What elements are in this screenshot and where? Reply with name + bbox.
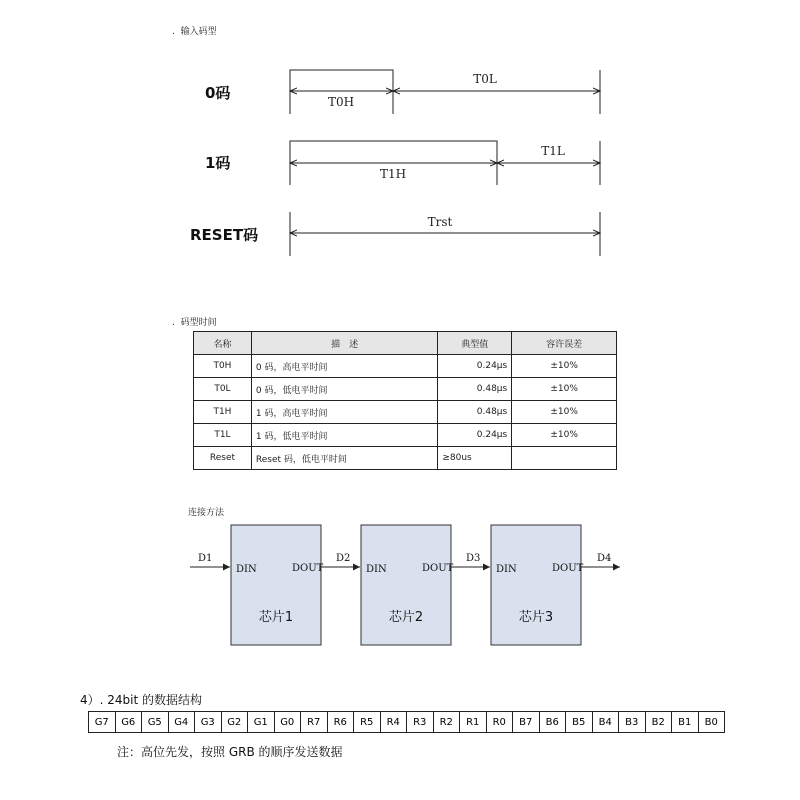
bit-cell: G4 [168, 712, 195, 733]
chip-1-box [231, 525, 321, 645]
header-typical: 典型值 [438, 332, 512, 355]
bit-cell: R7 [301, 712, 328, 733]
chip-2-name: 芯片2 [388, 610, 424, 625]
bit-cell: R6 [327, 712, 354, 733]
bit-cell: G0 [274, 712, 301, 733]
bit-cell: R3 [407, 712, 434, 733]
table-row [194, 378, 617, 401]
chip-3-box [491, 525, 581, 645]
cell-tolerance: ±10% [512, 355, 617, 378]
label-reset-code: RESET码 [190, 226, 259, 244]
t0l-label: T0L [473, 72, 497, 86]
cell-name: T0L [194, 378, 252, 401]
waveform-diagram [0, 0, 800, 300]
data-structure-note: 注：高位先发，按照 GRB 的顺序发送数据 [117, 745, 343, 759]
reset-code-waveform [290, 212, 600, 256]
cell-name: T1L [194, 424, 252, 447]
bit-cell: R4 [380, 712, 407, 733]
signal-d4: D4 [597, 553, 612, 564]
bit-cell: B6 [539, 712, 566, 733]
timing-table [193, 331, 617, 470]
cell-typical: 0.48μs [438, 401, 512, 424]
bit-cell: R0 [486, 712, 513, 733]
cell-description: 1 码，高电平时间 [251, 401, 437, 424]
bit-structure-table [88, 711, 725, 733]
chip-2-box [361, 525, 451, 645]
t0h-label: T0H [327, 95, 355, 109]
one-code-waveform [290, 141, 600, 185]
signal-d2: D2 [336, 553, 351, 564]
cell-name: T1H [194, 401, 252, 424]
header-tolerance: 容许误差 [512, 332, 617, 355]
t1l-label: T1L [541, 144, 565, 158]
bit-cell: B4 [592, 712, 619, 733]
cell-tolerance: ±10% [512, 424, 617, 447]
table-row [194, 447, 617, 470]
connection-diagram [0, 515, 800, 655]
table-row [194, 401, 617, 424]
label-one-code: 1码 [205, 154, 231, 172]
bit-cell: G2 [221, 712, 248, 733]
cell-tolerance: ±10% [512, 378, 617, 401]
signal-d1: D1 [198, 553, 213, 564]
bit-cell: B3 [619, 712, 646, 733]
table-row [194, 355, 617, 378]
bit-cell: B5 [566, 712, 593, 733]
bit-cell: R1 [460, 712, 487, 733]
cell-description: 0 码，高电平时间 [251, 355, 437, 378]
bit-cell: R5 [354, 712, 381, 733]
chip-3-dout: DOUT [552, 563, 584, 574]
t1h-label: T1H [379, 167, 407, 181]
cell-description: 0 码，低电平时间 [251, 378, 437, 401]
bit-cell: G5 [142, 712, 169, 733]
chip-1-name: 芯片1 [258, 610, 294, 625]
bullet-dot: . [172, 27, 181, 37]
label-zero-code: 0码 [205, 84, 231, 102]
trst-label: Trst [427, 215, 453, 229]
cell-name: T0H [194, 355, 252, 378]
bit-cell: B0 [698, 712, 725, 733]
cell-typical: 0.24μs [438, 424, 512, 447]
cell-typical: 0.24μs [438, 355, 512, 378]
chip-3-din: DIN [496, 564, 517, 575]
cell-tolerance [512, 447, 617, 470]
cell-description: 1 码，低电平时间 [251, 424, 437, 447]
heading-code-timing-text: 码型时间 [180, 318, 217, 328]
heading-connection-method: 连接方法 [188, 508, 225, 518]
heading-input-code-type-text: 输入码型 [180, 27, 217, 37]
bit-cell: R2 [433, 712, 460, 733]
chip-2-dout: DOUT [422, 563, 454, 574]
bit-cell: G3 [195, 712, 222, 733]
signal-d3: D3 [466, 553, 481, 564]
zero-code-waveform [290, 70, 600, 114]
table-row [194, 424, 617, 447]
cell-typical: 0.48μs [438, 378, 512, 401]
bit-row [89, 712, 725, 733]
bullet-dot: . [172, 318, 181, 328]
header-description: 描 述 [251, 332, 437, 355]
chip-3-name: 芯片3 [518, 610, 554, 625]
cell-typical: ≥80us [438, 447, 512, 470]
cell-description: Reset 码，低电平时间 [251, 447, 437, 470]
chip-2-din: DIN [366, 564, 387, 575]
chip-1-dout: DOUT [292, 563, 324, 574]
header-name: 名称 [194, 332, 252, 355]
bit-cell: G7 [89, 712, 116, 733]
bit-cell: B1 [672, 712, 699, 733]
heading-code-timing [172, 315, 217, 328]
cell-tolerance: ±10% [512, 401, 617, 424]
bit-cell: G6 [115, 712, 142, 733]
data-structure-title: 4）. 24bit 的数据结构 [80, 693, 203, 707]
cell-name: Reset [194, 447, 252, 470]
bit-cell: B7 [513, 712, 540, 733]
table-header-row [194, 332, 617, 355]
bit-cell: B2 [645, 712, 672, 733]
bit-cell: G1 [248, 712, 275, 733]
chip-1-din: DIN [236, 564, 257, 575]
